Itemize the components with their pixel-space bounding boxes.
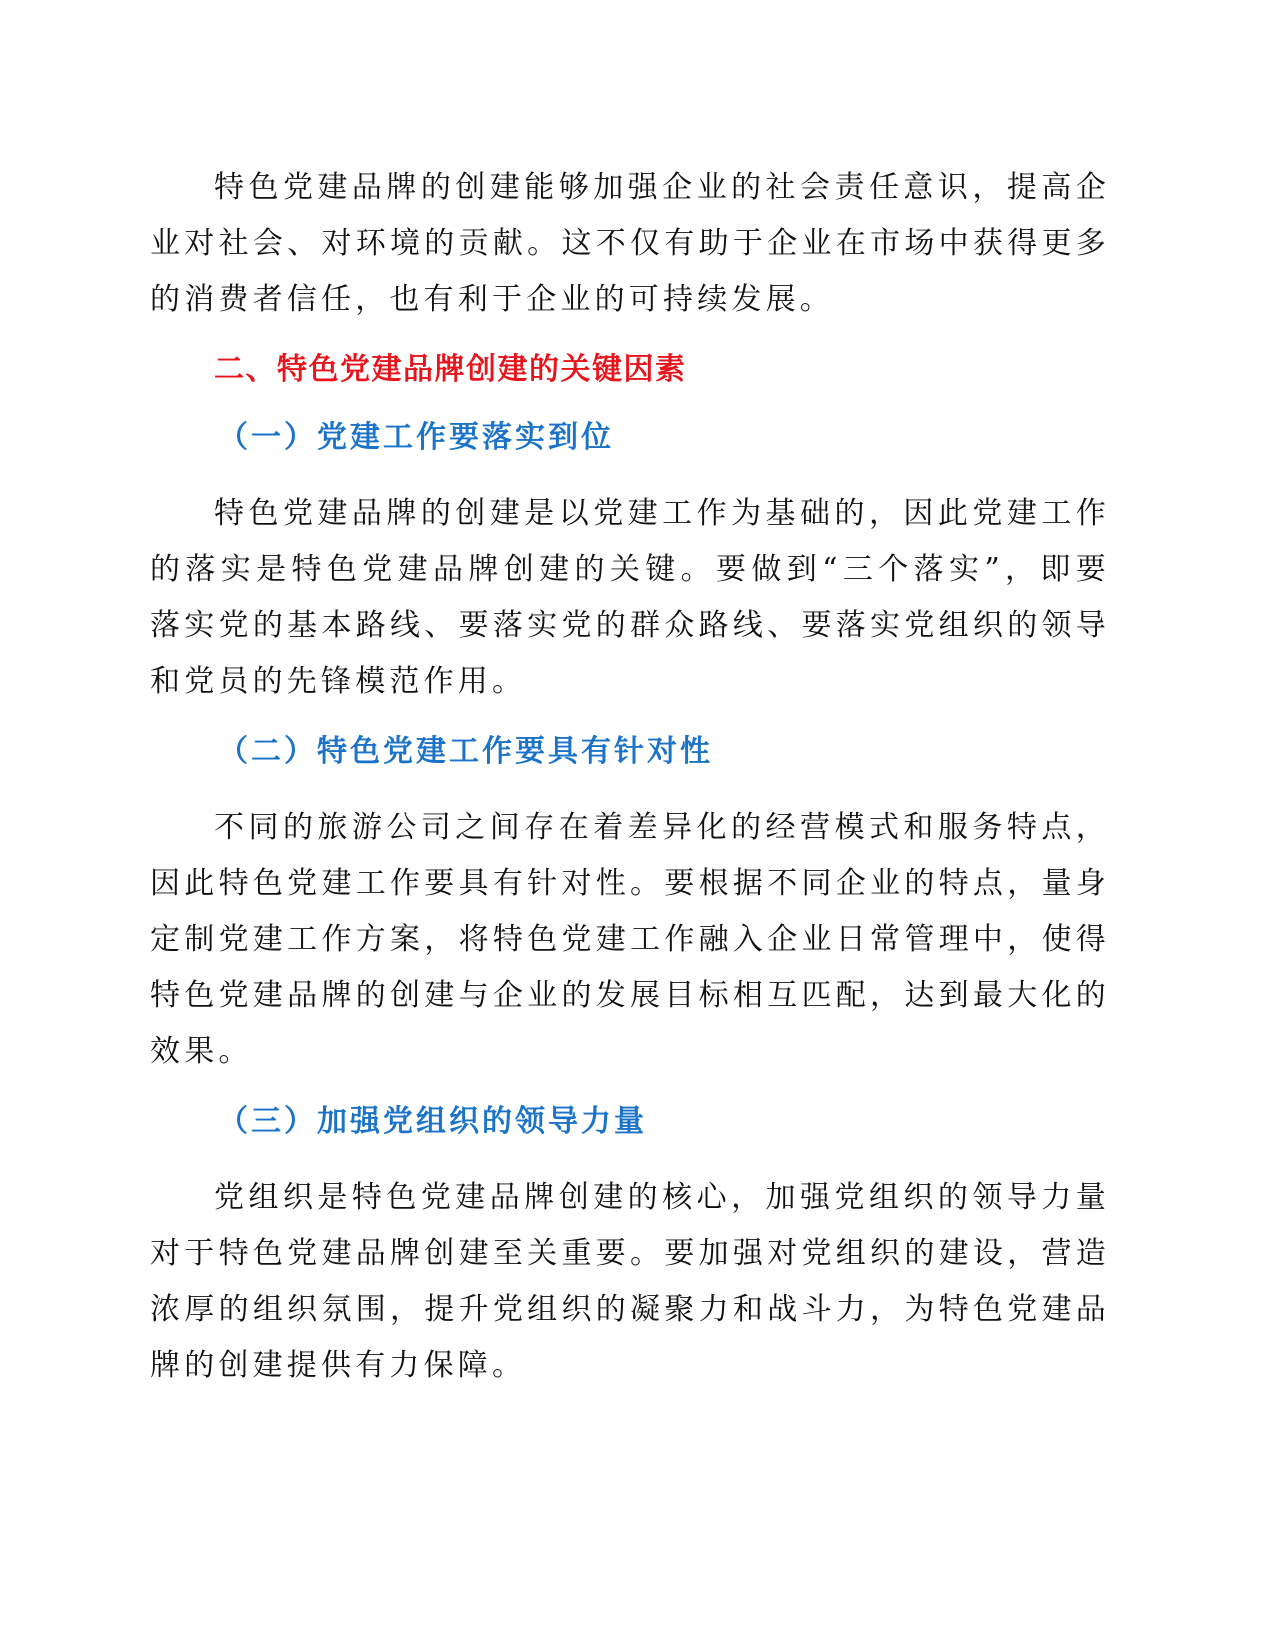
subsection-paragraph-2: 不同的旅游公司之间存在着差异化的经营模式和服务特点，因此特色党建工作要具有针对性。要根据不同企业的特点，量身定制党建工作方案，将特色党建工作融入企业日常管理中，使得特色党建品牌的创建与企业的发展目标相互匹配，达到最大化的效果。	[150, 810, 1110, 1069]
subsection-heading-1: （一）党建工作要落实到位	[218, 420, 614, 455]
spacer	[150, 390, 1110, 418]
document-page	[150, 160, 1110, 1394]
spacer	[150, 772, 1110, 800]
section-heading: 二、特色党建品牌创建的关键因素	[214, 352, 687, 387]
spacer	[150, 328, 1110, 350]
spacer	[150, 458, 1110, 486]
spacer	[150, 710, 1110, 732]
subsection-heading-3: （三）加强党组织的领导力量	[218, 1104, 647, 1139]
intro-paragraph: 特色党建品牌的创建能够加强企业的社会责任意识，提高企业对社会、对环境的贡献。这不仅有助于企业在市场中获得更多的消费者信任，也有利于企业的可持续发展。	[150, 170, 1110, 317]
spacer	[150, 1080, 1110, 1102]
subsection-heading-2: （二）特色党建工作要具有针对性	[218, 734, 713, 769]
subsection-paragraph-3: 党组织是特色党建品牌创建的核心，加强党组织的领导力量对于特色党建品牌创建至关重要。要加强对党组织的建设，营造浓厚的组织氛围，提升党组织的凝聚力和战斗力，为特色党建品牌的创建提供有力保障。	[150, 1180, 1110, 1383]
subsection-paragraph-1: 特色党建品牌的创建是以党建工作为基础的，因此党建工作的落实是特色党建品牌创建的关键。要做到“三个落实”，即要落实党的基本路线、要落实党的群众路线、要落实党组织的领导和党员的先锋模范作用。	[150, 496, 1110, 699]
spacer	[150, 1142, 1110, 1170]
